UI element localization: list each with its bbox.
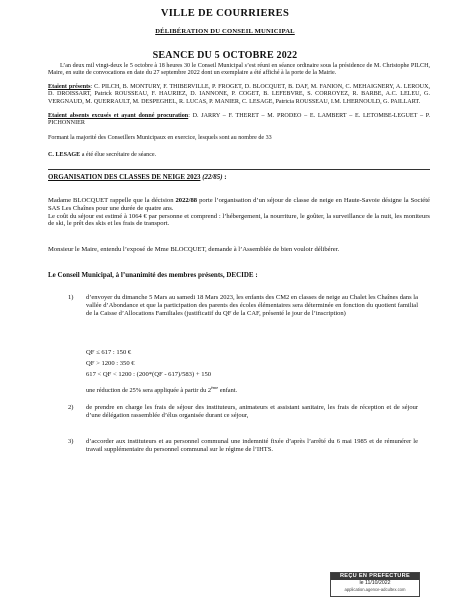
document-subtitle: DÉLIBÉRATION DU CONSEIL MUNICIPAL [155, 28, 295, 35]
quorum-text: Formant la majorité des Conseillers Municipaux en exercice, lesquels sont au nombre de 33 [48, 135, 272, 141]
town-heading: VILLE DE COURRIERES [160, 8, 290, 19]
list-item: de prendre en charge les frais de séjour des instituteurs, animateurs et assistant sanitaire, les frais de réception et de séjour d’une délégation rassemblée d’élus organisée durant ce séjour, [86, 404, 418, 419]
mayor-paragraph: Monsieur le Maire, entendu l’exposé de Mme BLOCQUET, demande à l’Assemblée de bien vouloir délibérer. [48, 246, 340, 253]
tariff-line: QF > 1200 : 350 € [86, 359, 135, 367]
present-paragraph [48, 84, 430, 106]
stamp-source: application.agence-adcultex.com [344, 587, 406, 592]
absent-label: Etaient absents excusés et ayant donné procuration [48, 113, 189, 119]
intro-paragraph: L’an deux mil vingt-deux le 5 octobre à 18 heures 30 le Conseil Municipal s’est réuni en séance ordinaire sous la présidence de M. Christophe PILCH, Maire, en suite de convocations en date du 27 septembre 2022 dont un exemplaire a été affiché à la porte de la Mairie. [48, 63, 430, 77]
secretary-name: C. LESAGE [48, 152, 81, 158]
section-heading: ORGANISATION DES CLASSES DE NEIGE 2023 (22/85) : [48, 174, 227, 181]
prefecture-stamp [330, 572, 420, 597]
tariff-line: QF ≤ 617 : 150 € [86, 349, 132, 356]
reduction-note: une réduction de 25% sera appliquée à partir du 2ème enfant. [86, 385, 238, 395]
decision-heading: Le Conseil Municipal, à l’unanimité des membres présents, DECIDE : [48, 271, 258, 279]
tariff-block [86, 348, 386, 380]
item-number: 2) [68, 404, 74, 411]
madame-paragraph: Madame BLOCQUET rappelle que la décision 2022/88 porte l’organisation d’un séjour de classe de neige en Haute-Savoie désigne la Société SAS Les Chaînes pour une durée de quatre ans. Le coût du séjour est estimé à 1064 € par personne et comprend : l’hébergement, la nourriture, le goûter, la surveillance de la nuit, les moniteurs de ski, le prêt des skis et les frais de transport. [48, 197, 430, 228]
list-item: d’envoyer du dimanche 5 Mars au samedi 18 Mars 2023, les enfants des CM2 en classes de neige au Chalet les Chaînes dans la vallée d’Abondance et que la participation des parents des écoles élémentaires sera déterminée en fonction du quotient familial de la Caisse d’Allocations Familiales (justificatif du QF de la CAF, présenté le jour de l’inscription) [86, 294, 418, 317]
tariff-formula: 617 < QF < 1200 : (200*(QF - 617)/583) + 150 [86, 370, 212, 378]
item-number: 3) [68, 438, 74, 445]
secretary-paragraph [48, 152, 430, 159]
section-divider [48, 169, 430, 170]
present-list: : C. PILCH, B. MONTURY, F. THIBERVILLE, P. FROGET, D. BLOCQUET, B. DAF, M. FANION, C. MEHAIGNERY, A. LEROUX, D. DROISSART, Patrick ROUSSEAU, F. HAURIEZ, D. IANNONE, P. COGET, B. LEFEBVRE, S. CORROYEZ, R. BARBE, A.C. LELEU, G. VERGNAUD, M. QUERRAULT, M. DESPEGHEL, R. LUCAS, P. MANIER, C. LESAGE, Patricia ROUSSEAU, I.M. LHERNOULD, G. PAILLART. [48, 84, 430, 105]
item-number: 1) [68, 294, 74, 301]
stamp-title: REÇU EN PREFECTURE [331, 573, 419, 580]
decision-number: 2022/88 [175, 197, 198, 204]
list-item: d’accorder aux instituteurs et au personnel communal une indemnité fixée d’après l’arrêté du 6 mai 1985 et de rémunérer le travail supplémentaire du personnel communal sur le régime de l’IHTS. [86, 438, 418, 453]
section-title: ORGANISATION DES CLASSES DE NEIGE 2023 [48, 174, 201, 181]
absent-list: : D. JARRY – F. THERET – M. PRODEO – E. LAMBERT – E. LETOMBE-LEGUET – P. PICHONNIER [48, 113, 430, 127]
absent-paragraph [48, 113, 430, 128]
present-label: Etaient présents [48, 84, 91, 90]
stamp-date: le 11/10/2022 [359, 580, 391, 586]
session-title: SEANCE DU 5 OCTOBRE 2022 [152, 50, 298, 61]
section-ref: (22/85) [202, 174, 223, 181]
secretary-text: a été élue secrétaire de séance. [81, 152, 157, 158]
